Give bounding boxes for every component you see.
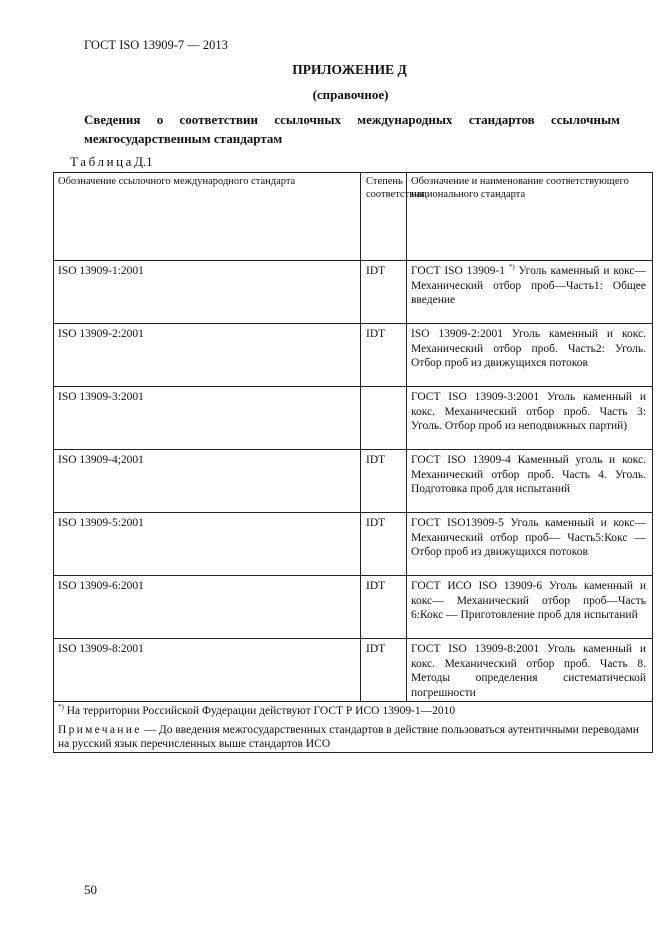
table-header-row [54,173,653,261]
cell-national [407,513,653,576]
national-title: Уголь каменный и кокс—Механический отбор проб—Часть1: Общее введение [411,265,647,306]
note [58,724,639,750]
appendix-title: ПРИЛОЖЕНИЕ Д [292,62,407,77]
cell-degree: IDT [361,324,407,387]
cell-degree: IDT [361,639,407,702]
footnote-text: На территории Российской Фудерации действуют ГОСТ Р ИСО 13909-1—2010 [66,705,456,717]
table-row [54,513,653,576]
cell-national [407,324,653,387]
footnote-mark: *) [58,703,64,711]
column-header-degree: Степень соответствия [361,173,407,261]
note-label: Примечание [58,724,142,736]
cell-international: ISO 13909-5:2001 [54,513,361,576]
national-text: ГОСТ ISO 13909-3:2001 Уголь каменный и кокс. Механический отбор проб. Часть 3: Уголь. Отбор проб из неподвижных партий) [411,391,646,432]
table-row [54,261,653,324]
table-caption-label: Таблица [70,154,135,169]
column-header-national: Обозначение и наименование соответствующего национального стандарта [407,173,653,261]
cell-international: ISO 13909-3:2001 [54,387,361,450]
national-text: ГОСТ ISO 13909-8:2001 Уголь каменный и кокс. Механический отбор проб. Часть 8. Методы определения систематической погрешности [411,643,646,699]
cell-international: ISO 13909-6:2001 [54,576,361,639]
cell-national [407,261,653,324]
table-caption [70,154,153,170]
cell-degree [361,387,407,450]
document-code: ГОСТ ISO 13909-7 — 2013 [84,38,228,52]
footnote-marker: *) [508,263,515,271]
cell-national [407,639,653,702]
standards-table [53,172,653,753]
cell-national [407,450,653,513]
cell-international: ISO 13909-4;2001 [54,450,361,513]
footnote [58,704,648,718]
table-row [54,324,653,387]
page-number: 50 [84,882,97,897]
cell-degree: IDT [361,513,407,576]
cell-national [407,387,653,450]
cell-degree: IDT [361,450,407,513]
cell-degree: IDT [361,576,407,639]
table-row [54,387,653,450]
table-row [54,576,653,639]
table-caption-number: Д.1 [134,154,153,169]
section-heading: Сведения о соответствии ссылочных международных стандартов ссылочным межгосударственным стандартам [84,112,620,146]
cell-international: ISO 13909-8:2001 [54,639,361,702]
cell-national [407,576,653,639]
national-text: ISO 13909-2:2001 Уголь каменный и кокс. Механический отбор проб. Часть2: Уголь. Отбор проб из движущихся потоков [411,328,646,369]
table-row [54,639,653,702]
cell-international: ISO 13909-1:2001 [54,261,361,324]
note-text: — До введения межгосударственных стандартов в действие пользоваться аутентичными переводами на русский язык перечисленных выше стандартов ИСО [58,724,639,750]
national-designation: ГОСТ ISO 13909-1 [411,265,506,277]
table-row [54,450,653,513]
column-header-international: Обозначение ссылочного международного стандарта [54,173,361,261]
national-text: ГОСТ ISO 13909-4 Каменный уголь и кокс. Механический отбор проб. Часть 4. Уголь. Подготовка проб для испытаний [411,454,646,495]
table-footer [54,702,653,753]
national-text: ГОСТ ISO13909-5 Уголь каменный и кокс— Механический отбор проб— Часть5:Кокс — Отбор проб из движущихся потоков [411,517,646,558]
appendix-subtitle: (справочное) [312,87,389,102]
cell-degree: IDT [361,261,407,324]
national-text: ГОСТ ИСО ISO 13909-6 Уголь каменный и кокс— Механический отбор проб—Часть 6:Кокс — Приготовление проб для испытаний [411,580,646,621]
table-footer-row [54,702,653,753]
cell-international: ISO 13909-2:2001 [54,324,361,387]
